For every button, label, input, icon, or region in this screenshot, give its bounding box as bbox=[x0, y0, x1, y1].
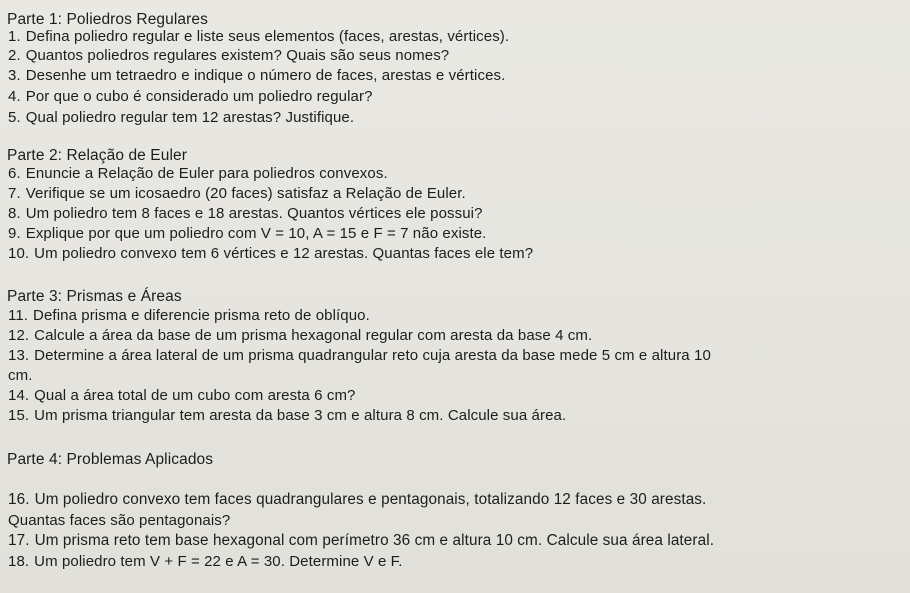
question-16 bbox=[8, 491, 706, 509]
question-text: Verifique se um icosaedro (20 faces) satisfaz a Relação de Euler. bbox=[25, 185, 466, 202]
section-title-parte-2: Parte 2: Relação de Euler bbox=[7, 147, 187, 164]
question-text: Por que o cubo é considerado um poliedro regular? bbox=[25, 88, 373, 105]
question-text: Defina prisma e diferencie prisma reto de oblíquo. bbox=[33, 307, 370, 324]
question-number: 5. bbox=[8, 109, 21, 126]
question-text: Um poliedro convexo tem 6 vértices e 12 arestas. Quantas faces ele tem? bbox=[34, 245, 534, 262]
question-number: 12. bbox=[8, 327, 30, 344]
question-8 bbox=[8, 205, 483, 223]
question-14 bbox=[8, 387, 356, 405]
question-1 bbox=[8, 28, 509, 46]
question-text: Um prisma reto tem base hexagonal com perímetro 36 cm e altura 10 cm. Calcule sua área lateral. bbox=[34, 532, 715, 549]
question-number: 13. bbox=[8, 347, 30, 364]
question-number: 15. bbox=[8, 407, 30, 424]
section-title-parte-1: Parte 1: Poliedros Regulares bbox=[7, 11, 208, 28]
question-number: 10. bbox=[8, 245, 30, 262]
question-number: 3. bbox=[8, 67, 21, 84]
question-text: Um prisma triangular tem aresta da base 3 cm e altura 8 cm. Calcule sua área. bbox=[34, 407, 567, 424]
question-text: Um poliedro convexo tem faces quadrangulares e pentagonais, totalizando 12 faces e 30 arestas. bbox=[34, 491, 707, 508]
question-text: Um poliedro tem V + F = 22 e A = 30. Determine V e F. bbox=[34, 553, 403, 570]
section-title-parte-3: Parte 3: Prismas e Áreas bbox=[7, 288, 182, 305]
question-2 bbox=[8, 47, 449, 65]
question-number: 2. bbox=[8, 47, 21, 64]
question-12 bbox=[8, 327, 592, 345]
question-18 bbox=[8, 553, 403, 571]
question-15 bbox=[8, 407, 566, 425]
question-17 bbox=[8, 532, 714, 550]
question-text: Desenhe um tetraedro e indique o número de faces, arestas e vértices. bbox=[25, 67, 506, 84]
question-text: Qual poliedro regular tem 12 arestas? Justifique. bbox=[25, 109, 355, 126]
question-text: Um poliedro tem 8 faces e 18 arestas. Quantos vértices ele possui? bbox=[25, 205, 483, 222]
question-number: 1. bbox=[8, 28, 21, 45]
question-11 bbox=[8, 307, 370, 325]
question-9 bbox=[8, 225, 486, 243]
question-6 bbox=[8, 165, 388, 183]
question-5 bbox=[8, 109, 354, 127]
question-text: Determine a área lateral de um prisma quadrangular reto cuja aresta da base mede 5 cm e altura 10 bbox=[34, 347, 711, 364]
question-7 bbox=[8, 185, 466, 203]
question-3 bbox=[8, 67, 505, 85]
question-4 bbox=[8, 88, 373, 106]
question-text: Defina poliedro regular e liste seus elementos (faces, arestas, vértices). bbox=[25, 28, 510, 45]
question-text: Qual a área total de um cubo com aresta 6 cm? bbox=[34, 387, 356, 404]
question-number: 6. bbox=[8, 165, 21, 182]
question-number: 14. bbox=[8, 387, 30, 404]
question-number: 17. bbox=[8, 532, 30, 549]
question-text: Quantos poliedros regulares existem? Quais são seus nomes? bbox=[25, 47, 450, 64]
question-text: Explique por que um poliedro com V = 10, A = 15 e F = 7 não existe. bbox=[25, 225, 487, 242]
question-text: Calcule a área da base de um prisma hexagonal regular com aresta da base 4 cm. bbox=[34, 327, 593, 344]
question-text: Enuncie a Relação de Euler para poliedros convexos. bbox=[25, 165, 388, 182]
question-13 bbox=[8, 347, 711, 365]
question-10 bbox=[8, 245, 533, 263]
question-13-continuation: cm. bbox=[8, 367, 33, 384]
question-16-continuation: Quantas faces são pentagonais? bbox=[8, 512, 231, 529]
question-number: 9. bbox=[8, 225, 21, 242]
question-number: 7. bbox=[8, 185, 21, 202]
question-number: 11. bbox=[8, 307, 29, 324]
question-number: 8. bbox=[8, 205, 21, 222]
question-number: 16. bbox=[8, 491, 30, 508]
question-number: 18. bbox=[8, 553, 30, 570]
question-number: 4. bbox=[8, 88, 21, 105]
section-title-parte-4: Parte 4: Problemas Aplicados bbox=[7, 451, 214, 468]
